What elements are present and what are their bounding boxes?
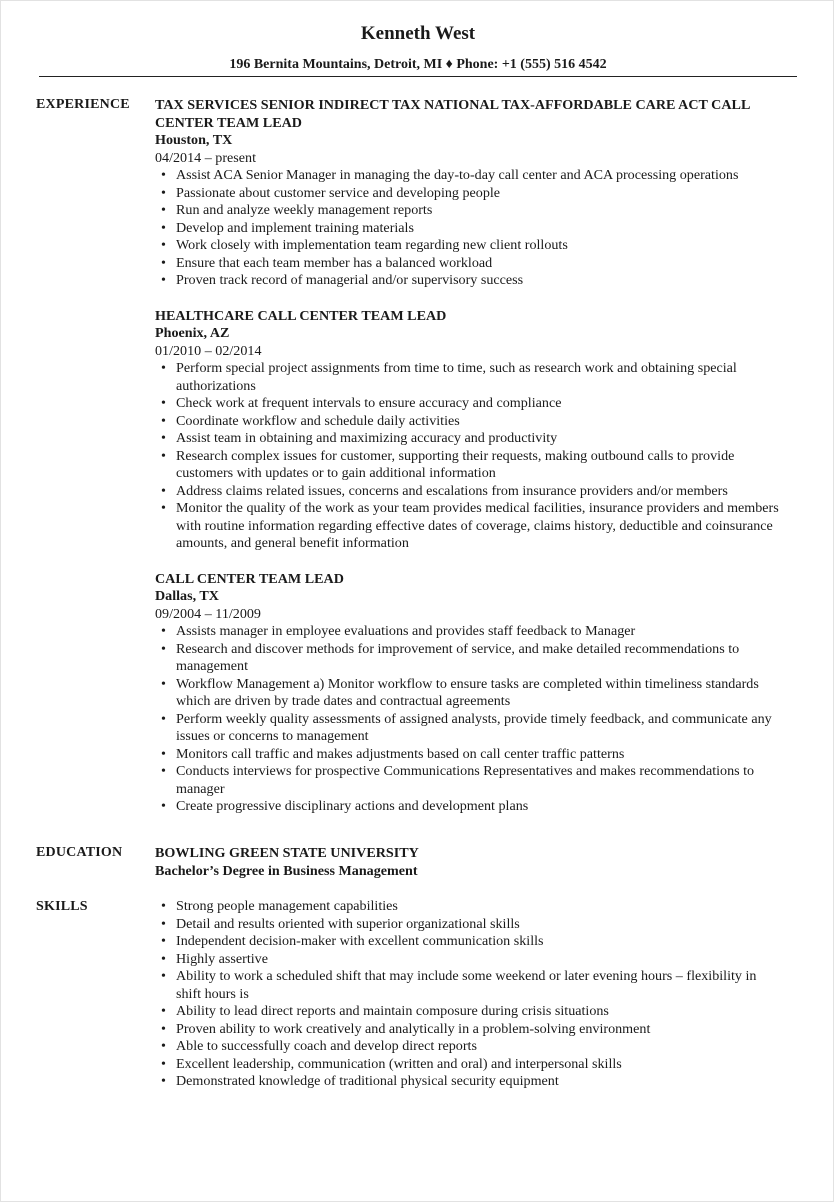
job-dates: 04/2014 – present: [155, 149, 256, 166]
job-entry: [155, 308, 785, 553]
bullet-item: • Research complex issues for customer, supporting their requests, making outbound calls to provide customers with updates or to gain additional information: [176, 448, 785, 483]
skill-item: • Excellent leadership, communication (written and oral) and interpersonal skills: [176, 1056, 785, 1074]
skill-item: • Demonstrated knowledge of traditional physical security equipment: [176, 1073, 785, 1091]
candidate-name: Kenneth West: [360, 23, 476, 44]
job-dates: 09/2004 – 11/2009: [155, 605, 261, 622]
section-label-experience: EXPERIENCE: [36, 97, 130, 112]
school-name: BOWLING GREEN STATE UNIVERSITY: [155, 845, 419, 861]
skill-item: • Ability to work a scheduled shift that may include some weekend or later evening hours – flexibility in shift hours is: [176, 968, 785, 1003]
skill-item: • Detail and results oriented with superior organizational skills: [176, 916, 785, 934]
skill-item: • Proven ability to work creatively and analytically in a problem-solving environment: [176, 1021, 785, 1039]
bullet-item: • Assist team in obtaining and maximizing accuracy and productivity: [176, 430, 785, 448]
bullet-item: • Develop and implement training materials: [176, 220, 785, 238]
skills-list: [155, 898, 785, 1091]
bullet-item: • Proven track record of managerial and/or supervisory success: [176, 272, 785, 290]
job-bullets: [155, 623, 785, 816]
job-location: Phoenix, AZ: [155, 325, 230, 341]
job-entry: [155, 571, 785, 816]
bullet-item: • Run and analyze weekly management reports: [176, 202, 785, 220]
job-location: Dallas, TX: [155, 588, 219, 604]
bullet-item: • Work closely with implementation team regarding new client rollouts: [176, 237, 785, 255]
job-title: TAX SERVICES SENIOR INDIRECT TAX NATIONAL TAX-AFFORDABLE CARE ACT CALL CENTER TEAM LEAD: [155, 97, 750, 131]
bullet-item: • Coordinate workflow and schedule daily activities: [176, 413, 785, 431]
bullet-item: • Monitors call traffic and makes adjustments based on call center traffic patterns: [176, 746, 785, 764]
bullet-item: • Monitor the quality of the work as your team provides medical facilities, insurance providers and members with routine information regarding effective dates of coverage, claims history, deductible and coinsurance amounts, and general benefit information: [176, 500, 785, 553]
job-title: HEALTHCARE CALL CENTER TEAM LEAD: [155, 307, 447, 324]
job-bullets: [155, 167, 785, 290]
header-divider: [39, 76, 797, 77]
section-label-education: EDUCATION: [36, 845, 123, 860]
bullet-item: • Ensure that each team member has a balanced workload: [176, 255, 785, 273]
bullet-item: • Address claims related issues, concerns and escalations from insurance providers and/or members: [176, 483, 785, 501]
bullet-item: • Perform special project assignments from time to time, such as research work and obtaining special authorizations: [176, 360, 785, 395]
job-bullets: [155, 360, 785, 553]
section-label-skills: SKILLS: [36, 899, 88, 914]
experience-section: [155, 97, 785, 834]
bullet-item: • Workflow Management a) Monitor workflow to ensure tasks are completed within timeliness standards which are driven by trade dates and contractual agreements: [176, 676, 785, 711]
job-location: Houston, TX: [155, 132, 233, 148]
bullet-item: • Create progressive disciplinary actions and development plans: [176, 798, 785, 816]
bullet-item: • Perform weekly quality assessments of assigned analysts, provide timely feedback, and communicate any issues or concerns to management: [176, 711, 785, 746]
degree: Bachelor’s Degree in Business Management: [155, 862, 418, 879]
skill-item: • Ability to lead direct reports and maintain composure during crisis situations: [176, 1003, 785, 1021]
contact-line: 196 Bernita Mountains, Detroit, MI ♦ Phone: +1 (555) 516 4542: [229, 57, 607, 72]
bullet-item: • Passionate about customer service and developing people: [176, 185, 785, 203]
job-entry: [155, 97, 785, 290]
skill-item: • Able to successfully coach and develop direct reports: [176, 1038, 785, 1056]
job-dates: 01/2010 – 02/2014: [155, 342, 262, 359]
skill-item: • Independent decision-maker with excellent communication skills: [176, 933, 785, 951]
skills-section: [155, 898, 785, 1091]
bullet-item: • Assist ACA Senior Manager in managing the day-to-day call center and ACA processing operations: [176, 167, 785, 185]
bullet-item: • Conducts interviews for prospective Communications Representatives and makes recommendations to manager: [176, 763, 785, 798]
bullet-item: • Assists manager in employee evaluations and provides staff feedback to Manager: [176, 623, 785, 641]
job-title: CALL CENTER TEAM LEAD: [155, 570, 344, 587]
education-section: [155, 845, 785, 880]
bullet-item: • Research and discover methods for improvement of service, and make detailed recommendations to management: [176, 641, 785, 676]
skill-item: • Strong people management capabilities: [176, 898, 785, 916]
skill-item: • Highly assertive: [176, 951, 785, 969]
bullet-item: • Check work at frequent intervals to ensure accuracy and compliance: [176, 395, 785, 413]
